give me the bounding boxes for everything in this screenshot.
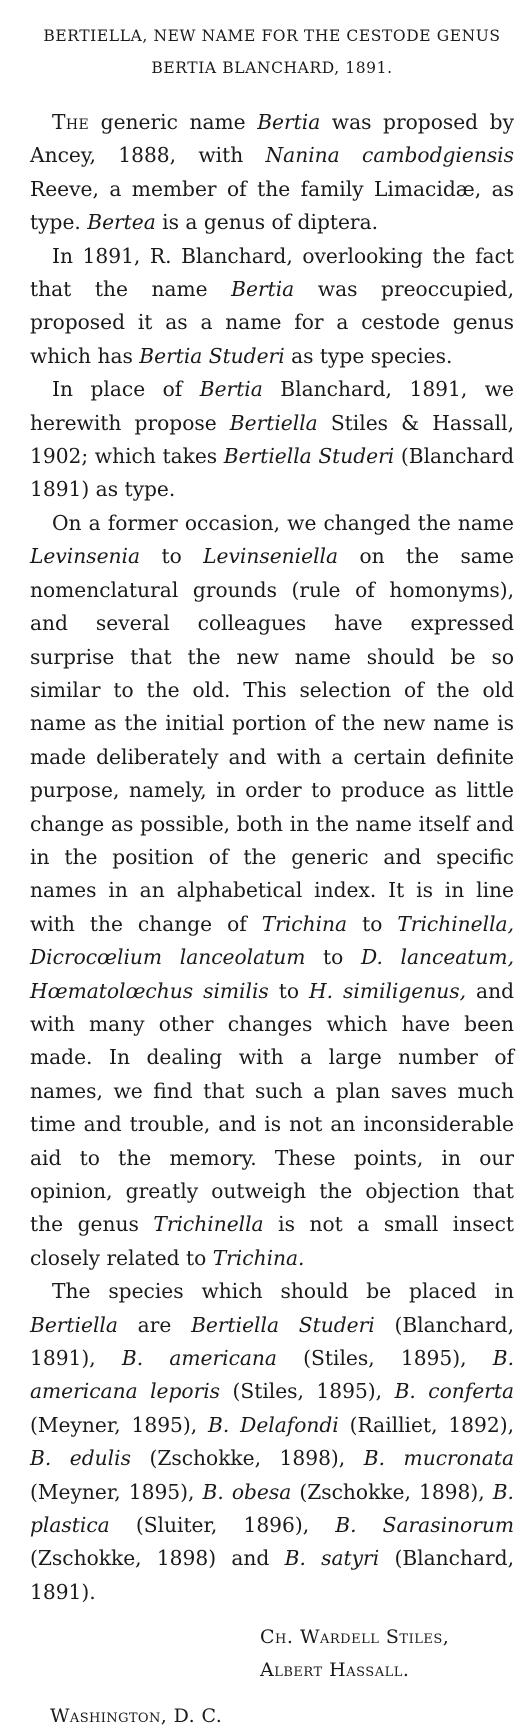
- taxon-name: B. Delafondi: [208, 1412, 339, 1437]
- paragraph-3: [30, 373, 514, 507]
- paragraph-4: [30, 507, 514, 1275]
- taxon-name: Bertea: [87, 210, 156, 235]
- text-run: to: [268, 978, 310, 1003]
- taxon-name: B. Sarasinorum: [335, 1513, 514, 1538]
- taxon-name: D. lanceatum, Hœmatolœchus similis: [30, 945, 514, 1003]
- text-run: (Blanchard, 1891).: [30, 1546, 514, 1604]
- taxon-name: Bertiella: [30, 1312, 118, 1337]
- taxon-name: Bertia: [231, 277, 295, 302]
- taxon-name: Bertiella Studeri: [191, 1312, 375, 1337]
- text-run: The species which should be placed in: [52, 1279, 514, 1304]
- text-run: (Blanchard, 1891),: [30, 1312, 514, 1371]
- taxon-name: Trichinella, Dicrocœlium lanceolatum: [30, 911, 514, 970]
- text-run: was preoccupied, proposed it as a name for a cestode genus which has: [30, 277, 514, 368]
- text-run: (Sluiter, 1896),: [109, 1513, 336, 1538]
- paragraph-5: [30, 1275, 514, 1609]
- text-run: In 1891, R. Blanchard, overlooking the fact that the name: [30, 243, 514, 302]
- taxon-name: B. americana leporis: [30, 1346, 514, 1404]
- text-run: (Stiles, 1895),: [220, 1379, 395, 1404]
- paragraph-2: [30, 240, 514, 374]
- title-line-2: BERTIA BLANCHARD, 1891.: [151, 59, 393, 77]
- signature-block: [30, 1621, 514, 1687]
- place-line: Washington, D. C.: [50, 1705, 223, 1727]
- taxon-name: Bertiella: [229, 410, 318, 435]
- text-run: (Zschokke, 1898),: [291, 1479, 493, 1504]
- text-run: on the same nomenclatural grounds (rule of homonyms), and several colleagues have expressed surprise that the new name should be so similar to the old. This selection of the old name as the initial portion of the new name is made deliberately and with a certain definite purpose, namely, in order to produce as little change as possible, both in the name itself and in the position of the generic and specific names in an alphabetical index. It is in line with the change of: [30, 544, 514, 936]
- taxon-name: B. satyri: [284, 1546, 380, 1571]
- taxon-name: Bertia: [199, 377, 263, 402]
- taxon-name: H. similigenus,: [309, 978, 467, 1003]
- text-run: Blanchard, 1891, we herewith propose: [30, 377, 514, 435]
- taxon-name: Trichina.: [212, 1245, 305, 1270]
- text-run: is not a small insect closely related to: [30, 1212, 514, 1270]
- taxon-name: B. plastica: [30, 1479, 514, 1538]
- text-run: (Railliet, 1892),: [338, 1412, 514, 1437]
- taxon-name: Levinseniella: [203, 544, 339, 569]
- taxon-name: Nanina cambodgiensis: [265, 143, 514, 168]
- text-run: is a genus of diptera.: [155, 210, 379, 235]
- taxon-name: B. conferta: [394, 1379, 514, 1404]
- text-run: as type species.: [284, 343, 453, 368]
- text-run: generic name: [89, 110, 258, 134]
- text-run: (Stiles, 1895),: [276, 1346, 493, 1371]
- taxon-name: B. americana: [121, 1346, 277, 1371]
- text-run: (Zschokke, 1898) and: [30, 1546, 285, 1571]
- article-body: [30, 106, 514, 1609]
- title-line-1: BERTIELLA, NEW NAME FOR THE CESTODE GENUS: [43, 27, 501, 45]
- author-name-2: Albert Hassall.: [260, 1659, 410, 1682]
- text-run: (Blanchard 1891) as type.: [30, 444, 514, 502]
- text-run: In place of: [52, 377, 200, 402]
- text-run: to: [140, 544, 204, 569]
- text-run: are: [117, 1312, 192, 1337]
- text-run: was proposed by Ancey, 1888, with: [30, 110, 514, 168]
- article-title: [30, 22, 514, 82]
- taxon-name: Bertia Studeri: [139, 343, 285, 368]
- taxon-name: Bertia: [257, 110, 321, 134]
- text-run: (Meyner, 1895),: [30, 1412, 209, 1437]
- text-run: Reeve, a member of the family Limacidæ, as type.: [30, 176, 514, 235]
- text-run: On a former occasion, we changed the name: [52, 510, 514, 535]
- taxon-name: B. mucronata: [363, 1446, 514, 1471]
- taxon-name: Trichina: [261, 911, 348, 936]
- text-run: Stiles & Hassall, 1902; which takes: [30, 410, 514, 469]
- author-name-1: Ch. Wardell Stiles,: [260, 1626, 450, 1649]
- text-run: to: [347, 911, 398, 936]
- taxon-name: B. edulis: [30, 1446, 131, 1471]
- text-run: to: [305, 945, 361, 970]
- taxon-name: Trichinella: [153, 1212, 264, 1237]
- text-run: (Meyner, 1895),: [30, 1479, 203, 1504]
- taxon-name: Levinsenia: [30, 544, 141, 569]
- lead-word: The: [52, 110, 90, 134]
- text-run: (Zschokke, 1898),: [130, 1446, 364, 1471]
- text-run: and with many other changes which have been made. In dealing with a large number of names, we find that such a plan saves much time and trouble, and is not an inconsiderable aid to the memory. These points, in our opinion, greatly outweigh the objection that the genus: [30, 978, 514, 1237]
- paragraph-1: [30, 106, 514, 240]
- taxon-name: B. obesa: [202, 1479, 292, 1504]
- taxon-name: Bertiella Studeri: [223, 444, 395, 469]
